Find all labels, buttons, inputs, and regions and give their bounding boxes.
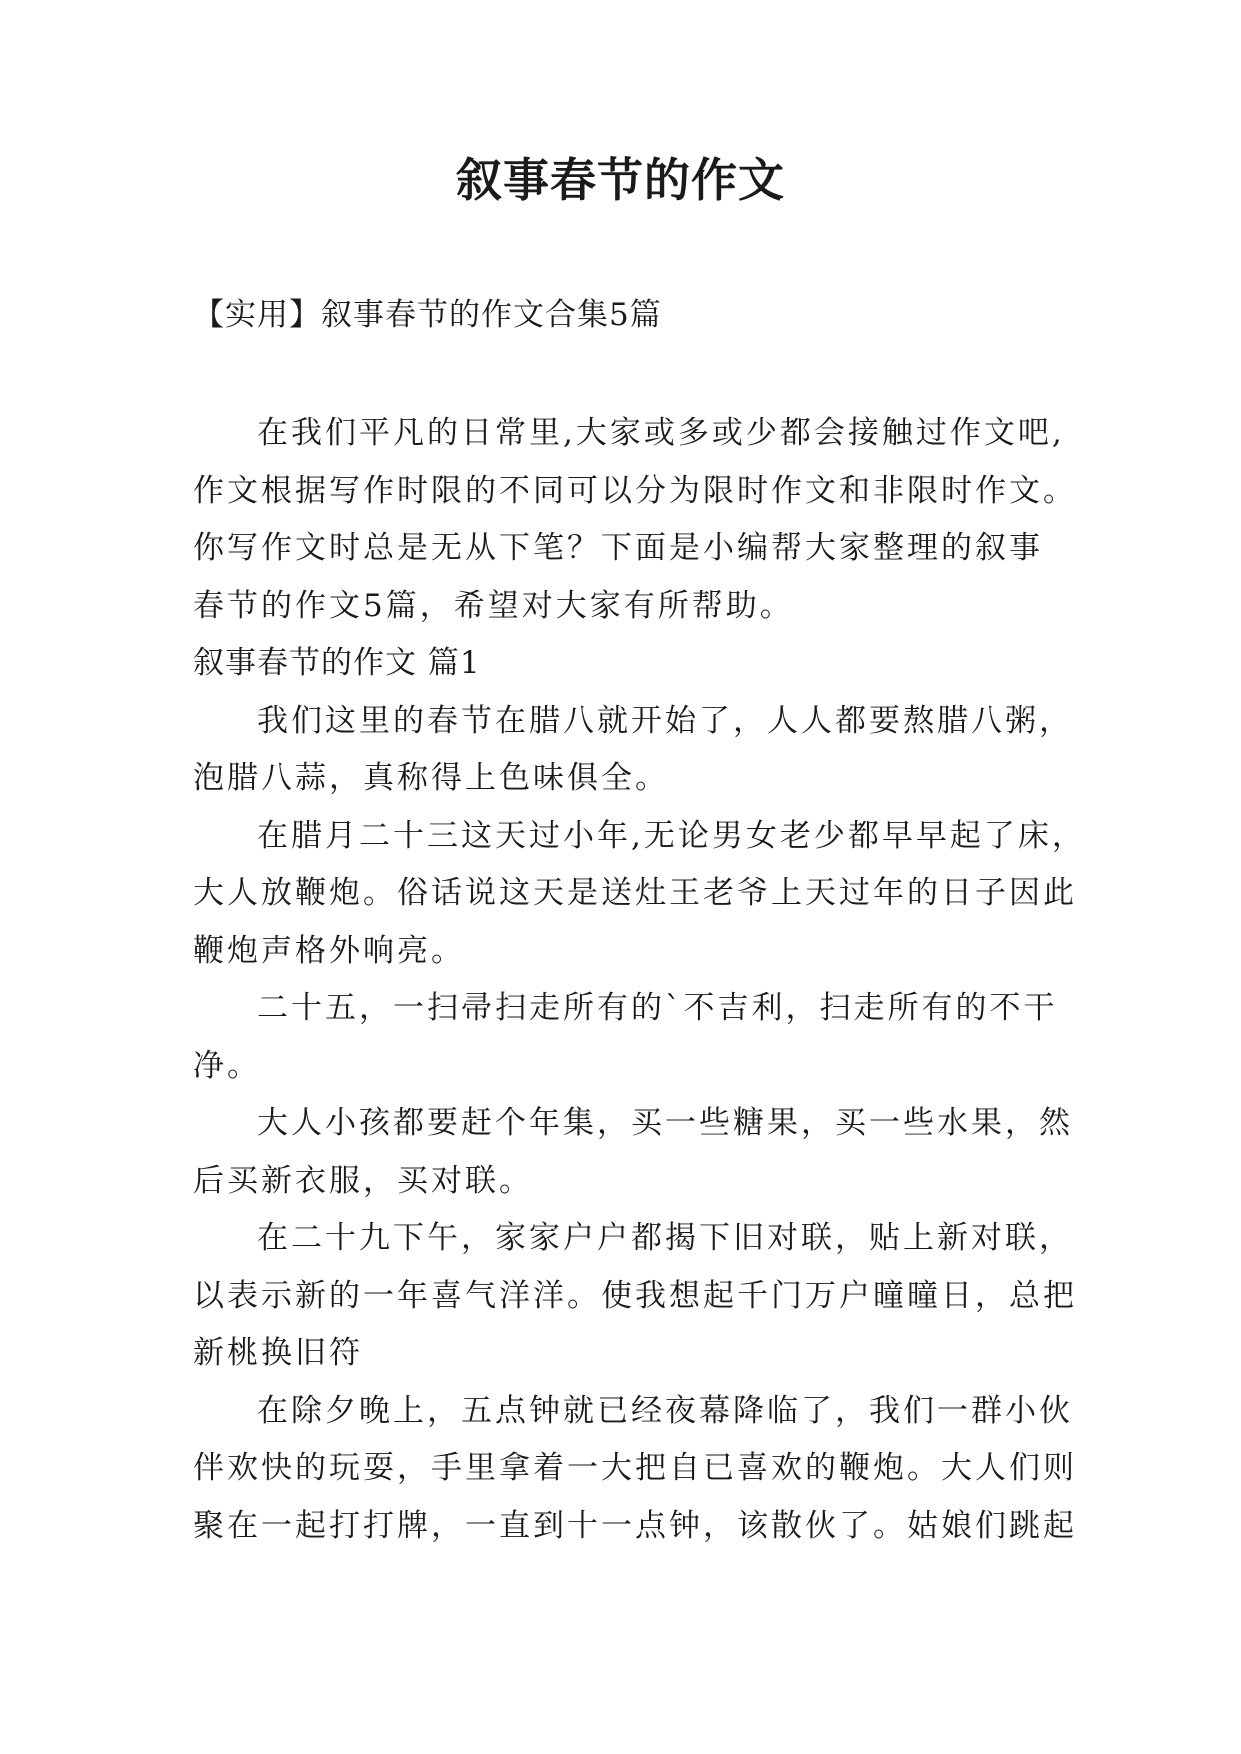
paragraph-line: 鞭炮声格外响亮。 <box>193 932 465 969</box>
paragraph-line: 二十五，一扫帚扫走所有的`不吉利，扫走所有的不干 <box>257 990 1058 1026</box>
paragraph-line: 大人小孩都要赶个年集，买一些糖果，买一些水果，然 <box>257 1105 1073 1141</box>
document-title: 叙事春节的作文 <box>456 153 785 207</box>
paragraph-line: 聚在一起打打牌，一直到十一点钟，该散伙了。姑娘们跳起 <box>193 1507 1077 1544</box>
paragraph-line: 伴欢快的玩耍，手里拿着一大把自已喜欢的鞭炮。大人们则 <box>193 1450 1077 1486</box>
paragraph-line: 泡腊八蒜，真称得上色味俱全。 <box>193 760 669 796</box>
paragraph-line: 在腊月二十三这天过小年,无论男女老少都早早起了床， <box>257 817 1086 854</box>
paragraph-line: 净。 <box>193 1047 261 1084</box>
paragraph-line: 在我们平凡的日常里,大家或多或少都会接触过作文吧, <box>257 415 1065 451</box>
paragraph-line: 新桃换旧符 <box>193 1335 363 1371</box>
paragraph-line: 你写作文时总是无从下笔？下面是小编帮大家整理的叙事 <box>193 530 1043 566</box>
section-heading: 叙事春节的作文 篇1 <box>193 645 481 681</box>
paragraph-line: 后买新衣服，买对联。 <box>193 1162 533 1199</box>
paragraph-line: 作文根据写作时限的不同可以分为限时作文和非限时作文。 <box>193 472 1077 509</box>
document-subtitle: 【实用】叙事春节的作文合集5篇 <box>193 297 662 333</box>
paragraph-line: 在除夕晚上，五点钟就已经夜幕降临了，我们一群小伙 <box>257 1392 1073 1429</box>
paragraph-line: 大人放鞭炮。俗话说这天是送灶王老爷上天过年的日子因此 <box>193 875 1077 911</box>
paragraph-line: 以表示新的一年喜气洋洋。使我想起千门万户曈曈日，总把 <box>193 1277 1077 1314</box>
paragraph-line: 我们这里的春节在腊八就开始了，人人都要熬腊八粥， <box>257 702 1073 739</box>
paragraph-line: 春节的作文5篇，希望对大家有所帮助。 <box>193 587 794 624</box>
document-body <box>193 405 1086 1555</box>
paragraph-line: 在二十九下午，家家户户都揭下旧对联，贴上新对联， <box>257 1220 1073 1256</box>
